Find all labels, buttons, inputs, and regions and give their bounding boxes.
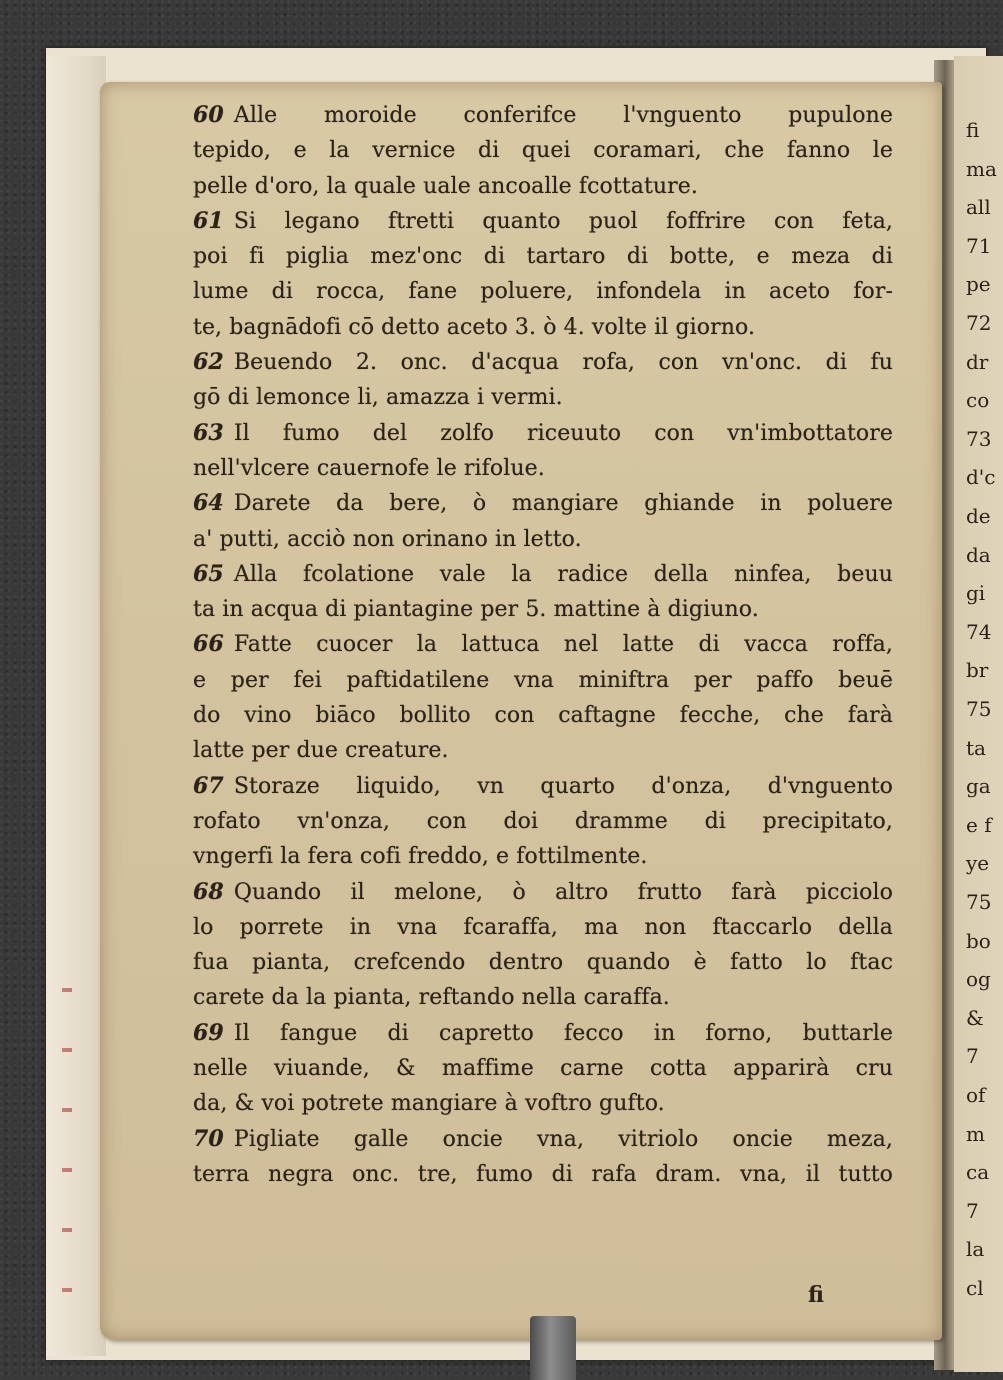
line-text: Quando il melone, ò altro frutto farà picciolo xyxy=(233,879,893,905)
catchword: fi xyxy=(808,1282,824,1308)
line-text: lo porrete in vna fcaraffa, ma non ftaccarlo della xyxy=(193,914,893,940)
facing-page-fragment: ta xyxy=(966,735,986,760)
entry-number: 64 xyxy=(193,490,224,517)
facing-page-fragment: cl xyxy=(966,1276,984,1300)
line-text: Si legano ftretti quanto puol foffrire con feta, xyxy=(233,208,893,234)
line-text: poi fi piglia mez'onc di tartaro di botte, e meza di xyxy=(193,244,893,270)
line-text: nell'vlcere cauernofe le rifolue. xyxy=(193,455,545,481)
line-text: te, bagnādofi cō detto aceto 3. ò 4. volte il giorno. xyxy=(193,314,756,340)
text-line xyxy=(193,557,893,592)
line-text: pelle d'oro, la quale uale ancoalle fcottature. xyxy=(193,173,699,199)
facing-page-fragment: gi xyxy=(966,581,986,606)
line-text: do vino biāco bollito con caftagne fecche, che farà xyxy=(193,703,893,729)
facing-page-fragment: co xyxy=(966,388,990,413)
facing-page-fragment: m xyxy=(966,1121,985,1146)
text-line xyxy=(193,698,893,733)
line-text: vngerfi la fera cofi freddo, e fottilmente. xyxy=(193,844,648,870)
entry-number: 70 xyxy=(193,1125,224,1152)
text-line xyxy=(193,239,893,274)
line-text: Il fumo del zolfo riceuuto con vn'imbottatore xyxy=(233,420,893,446)
text-line xyxy=(193,98,893,133)
line-text: carete da la pianta, reftando nella caraffa. xyxy=(193,985,670,1011)
text-line xyxy=(193,274,893,309)
facing-page-fragment: 7 xyxy=(966,1044,979,1069)
facing-page-fragment: pe xyxy=(966,272,991,297)
text-line xyxy=(193,451,893,486)
line-text: gō di lemonce li, amazza i vermi. xyxy=(193,385,563,411)
text-line xyxy=(193,1051,893,1086)
facing-page-fragment: ye xyxy=(966,851,990,876)
text-line xyxy=(193,1157,893,1192)
facing-page-fragment: 71 xyxy=(966,233,992,258)
facing-page-fragment: bo xyxy=(966,928,991,953)
line-text: Il fangue di capretto fecco in forno, buttarle xyxy=(233,1020,893,1046)
line-text: tepido, e la vernice di quei coramari, che fanno le xyxy=(193,138,893,164)
text-line xyxy=(193,910,893,945)
line-text: nelle viuande, & maffime carne cotta apparirà cru xyxy=(193,1056,893,1082)
line-text: a' putti, acciò non orinano in letto. xyxy=(193,526,582,552)
facing-page-fragment: & xyxy=(966,1005,984,1030)
text-line xyxy=(193,133,893,168)
line-text: e per fei paftidatilene vna miniftra per paffo beuē xyxy=(193,667,893,693)
text-line xyxy=(193,945,893,980)
text-line xyxy=(193,804,893,839)
line-text: rofato vn'onza, con doi dramme di precipitato, xyxy=(193,808,893,834)
bookmark-ribbon xyxy=(530,1316,576,1380)
text-line xyxy=(193,380,893,415)
facing-page-fragment: all xyxy=(966,195,991,220)
line-text: da, & voi potrete mangiare à voftro gufto. xyxy=(193,1091,665,1117)
facing-page-fragment: dr xyxy=(966,349,989,374)
facing-page-fragment: 75 xyxy=(966,697,992,721)
line-text: ta in acqua di piantagine per 5. mattine à digiuno. xyxy=(193,597,759,623)
line-text: Pigliate galle oncie vna, vitriolo oncie meza, xyxy=(233,1126,893,1152)
entry-number: 60 xyxy=(193,102,224,128)
entry-number: 69 xyxy=(193,1019,224,1046)
text-line xyxy=(193,592,893,627)
left-margin-strip xyxy=(46,56,106,1356)
facing-page-fragment: ga xyxy=(966,774,991,799)
text-line xyxy=(193,875,893,910)
line-text: Darete da bere, ò mangiare ghiande in poluere xyxy=(233,491,893,517)
line-text: Fatte cuocer la lattuca nel latte di vacca roffa, xyxy=(233,632,893,658)
line-text: terra negra onc. tre, fumo di rafa dram. vna, il tutto xyxy=(193,1161,893,1187)
facing-page xyxy=(954,56,1003,1372)
facing-page-fragment: e f xyxy=(966,812,992,837)
entry-number: 61 xyxy=(193,207,224,234)
text-line xyxy=(193,980,893,1015)
facing-page-fragment: 73 xyxy=(966,426,992,451)
line-text: lume di rocca, fane poluere, infondela in aceto for- xyxy=(193,279,893,305)
facing-page-fragment: 7 xyxy=(966,1198,979,1223)
facing-page-fragment: 74 xyxy=(966,619,992,644)
text-line xyxy=(193,1016,893,1051)
facing-page-fragment: of xyxy=(966,1083,986,1107)
line-text: fua pianta, crefcendo dentro quando è fatto lo ftac xyxy=(193,950,893,976)
text-line xyxy=(193,416,893,451)
facing-page-fragment: ca xyxy=(966,1160,990,1185)
text-line xyxy=(193,345,893,380)
text-line xyxy=(193,769,893,804)
facing-page-fragment: 75 xyxy=(966,890,992,914)
text-line xyxy=(193,486,893,521)
line-text: Beuendo 2. onc. d'acqua rofa, con vn'onc. di fu xyxy=(233,350,893,376)
text-line xyxy=(193,663,893,698)
facing-page-fragment: da xyxy=(966,542,991,567)
margin-red-marks xyxy=(62,960,72,1340)
text-line xyxy=(193,1086,893,1121)
text-line xyxy=(193,1122,893,1157)
facing-page-fragment: ma xyxy=(966,156,997,181)
page-text xyxy=(193,98,893,1192)
facing-page-fragment: d'c xyxy=(966,465,996,490)
text-line xyxy=(193,733,893,768)
text-line xyxy=(193,310,893,345)
facing-page-fragment: br xyxy=(966,658,989,683)
text-line xyxy=(193,522,893,557)
facing-page-fragment: 72 xyxy=(966,311,992,335)
entry-number: 65 xyxy=(193,560,224,587)
facing-page-fragment: og xyxy=(966,967,991,992)
entry-number: 62 xyxy=(193,349,224,376)
text-line xyxy=(193,627,893,662)
entry-number: 68 xyxy=(193,878,224,905)
facing-page-fragment: la xyxy=(966,1237,985,1262)
text-line xyxy=(193,204,893,239)
text-line xyxy=(193,169,893,204)
facing-page-fragment: de xyxy=(966,504,991,528)
entry-number: 63 xyxy=(193,419,224,446)
entry-number: 66 xyxy=(193,631,224,658)
line-text: Storaze liquido, vn quarto d'onza, d'vnguento xyxy=(233,773,893,799)
line-text: Alle moroide conferifce l'vnguento pupulone xyxy=(233,103,893,128)
line-text: latte per due creature. xyxy=(193,738,449,764)
facing-page-fragment: fi xyxy=(966,118,980,142)
entry-number: 67 xyxy=(193,772,224,799)
text-line xyxy=(193,839,893,874)
line-text: Alla fcolatione vale la radice della ninfea, beuu xyxy=(233,561,893,587)
